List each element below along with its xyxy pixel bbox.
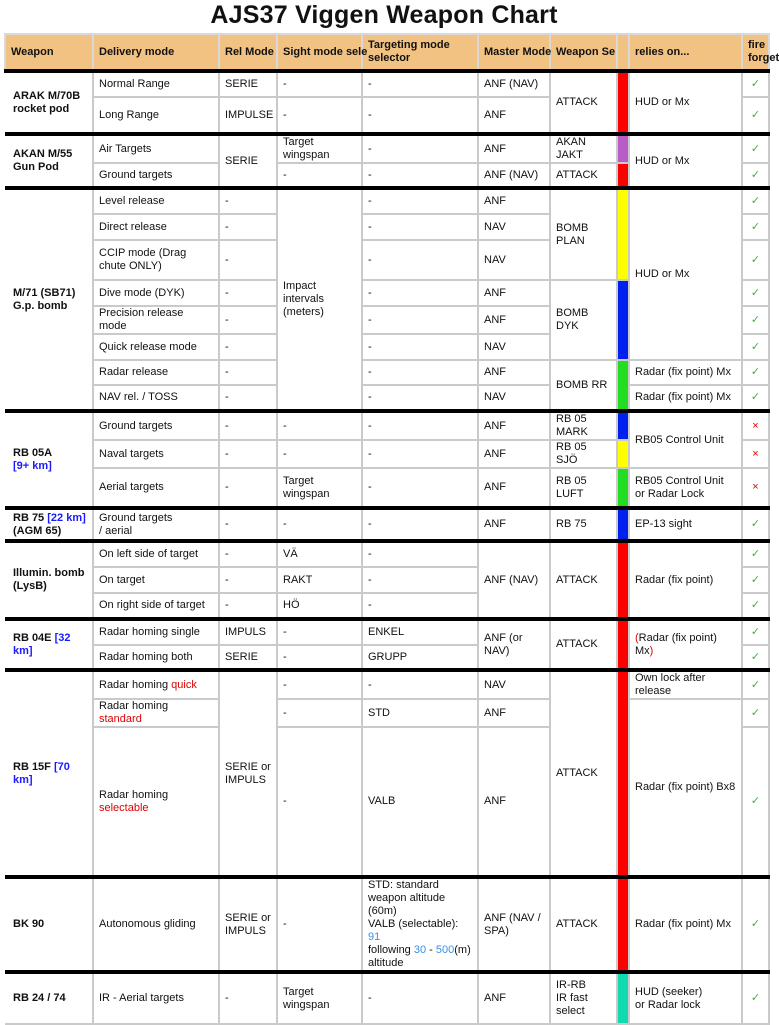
check-icon: ✓ (750, 599, 761, 611)
weapon-chart-table (4, 33, 779, 1025)
text-segment: 30 (413, 944, 427, 956)
wsel-cell: ATTACK (550, 163, 617, 188)
check-icon: ✓ (750, 518, 761, 530)
master-cell: ANF (478, 188, 550, 214)
text-segment: selectable (99, 801, 149, 814)
targeting-cell (362, 877, 478, 972)
targeting-cell: STD (362, 699, 478, 727)
rel-cell: - (219, 240, 277, 280)
delivery-cell (93, 699, 219, 727)
text-segment: (LysB) (13, 580, 47, 592)
fire-forget-cell (742, 972, 769, 1024)
master-cell: ANF (NAV) (478, 163, 550, 188)
header-relies-on: relies on... (629, 34, 742, 71)
sight-cell: - (277, 508, 362, 541)
text-segment: VALB (selectable): (368, 918, 459, 930)
relies-cell: Radar (fix point) Mx (629, 385, 742, 411)
text-segment: M/71 (SB71) (13, 286, 76, 299)
header-fire-forget: fire forget (742, 34, 769, 71)
text-segment: following (368, 944, 414, 956)
master-cell: ANF (NAV / SPA) (478, 877, 550, 972)
weapon-color-indicator (617, 541, 629, 619)
rel-cell: - (219, 567, 277, 593)
fire-forget-cell (742, 468, 769, 508)
rel-cell: - (219, 593, 277, 619)
text-segment: quick (171, 678, 197, 691)
text-segment: / aerial (99, 524, 133, 537)
targeting-cell: - (362, 360, 478, 385)
delivery-cell: Quick release mode (93, 334, 219, 360)
relies-cell: RB05 Control Unit or Radar Lock (629, 468, 742, 508)
rel-cell: IMPULSE (219, 97, 277, 134)
sight-cell: - (277, 411, 362, 440)
sight-cell: - (277, 619, 362, 645)
table-row (5, 134, 769, 163)
weapon-name: AKAN M/55 Gun Pod (5, 134, 93, 188)
table-row (5, 71, 769, 97)
sight-cell: - (277, 645, 362, 670)
rel-cell: - (219, 972, 277, 1024)
rel-cell: - (219, 214, 277, 240)
master-cell: ANF (478, 440, 550, 468)
table-row (5, 508, 769, 541)
text-segment: HUD (seeker) (635, 985, 703, 998)
delivery-cell (93, 727, 219, 877)
delivery-cell: Radar release (93, 360, 219, 385)
fire-forget-cell (742, 360, 769, 385)
fire-forget-cell (742, 440, 769, 468)
weapon-color-indicator (617, 877, 629, 972)
text-segment: IR-RB (556, 979, 586, 991)
master-cell: ANF (478, 306, 550, 334)
targeting-cell: - (362, 541, 478, 567)
table-row (5, 411, 769, 440)
targeting-cell: - (362, 508, 478, 541)
check-icon: ✓ (750, 142, 761, 155)
targeting-cell: - (362, 440, 478, 468)
delivery-cell: On target (93, 567, 219, 593)
wsel-cell: RB 75 (550, 508, 617, 541)
weapon-color-indicator (617, 619, 629, 670)
master-cell: ANF (478, 134, 550, 163)
rel-cell: - (219, 306, 277, 334)
delivery-cell: CCIP mode (Drag chute ONLY) (93, 240, 219, 280)
relies-cell: HUD or Mx (629, 71, 742, 134)
targeting-cell: - (362, 567, 478, 593)
rel-cell: - (219, 541, 277, 567)
fire-forget-cell (742, 593, 769, 619)
cross-icon: × (752, 419, 759, 432)
check-icon: ✓ (750, 573, 761, 586)
check-icon: ✓ (750, 650, 761, 663)
fire-forget-cell (742, 334, 769, 360)
fire-forget-cell (742, 411, 769, 440)
delivery-cell: Autonomous gliding (93, 877, 219, 972)
text-segment: RB 75 (13, 511, 48, 524)
master-cell: NAV (478, 670, 550, 699)
table-row (5, 670, 769, 699)
text-segment: or Radar lock (635, 998, 701, 1011)
weapon-color-indicator (617, 163, 629, 188)
header-master-mode: Master Mode (478, 34, 550, 71)
table-row (5, 972, 769, 1024)
delivery-cell: Precision release mode (93, 306, 219, 334)
weapon-color-indicator (617, 134, 629, 163)
delivery-cell: Long Range (93, 97, 219, 134)
check-icon: ✓ (750, 195, 761, 207)
table-row (5, 188, 769, 214)
fire-forget-cell (742, 306, 769, 334)
weapon-color-indicator (617, 71, 629, 134)
header-row (5, 34, 769, 71)
page-title: AJS37 Viggen Weapon Chart (210, 1, 558, 29)
check-icon: ✓ (750, 626, 761, 638)
master-cell: ANF (478, 508, 550, 541)
sight-cell: Target wingspan (277, 972, 362, 1024)
weapon-name (5, 508, 93, 541)
text-segment: [70 km] (13, 760, 70, 786)
sight-cell: - (277, 163, 362, 188)
fire-forget-cell (742, 71, 769, 97)
text-segment: RB 04E (13, 631, 55, 644)
text-segment: Radar homing (99, 788, 169, 801)
rel-cell: - (219, 334, 277, 360)
text-segment: standard (99, 713, 142, 725)
text-segment: Radar (fix point) Mx (635, 631, 717, 657)
text-segment: RB 05A (13, 446, 53, 459)
wsel-cell: AKAN JAKT (550, 134, 617, 163)
check-icon: ✓ (750, 548, 761, 560)
sight-cell: - (277, 97, 362, 134)
header-sight-mode: Sight mode sele (277, 34, 362, 71)
delivery-cell: Level release (93, 188, 219, 214)
targeting-cell: - (362, 334, 478, 360)
relies-cell (629, 619, 742, 670)
weapon-name (5, 670, 93, 877)
relies-cell: HUD or Mx (629, 134, 742, 188)
rel-cell: - (219, 385, 277, 411)
delivery-cell: Ground targets (93, 163, 219, 188)
delivery-cell: Dive mode (DYK) (93, 280, 219, 306)
relies-cell: Radar (fix point) Bx8 (629, 699, 742, 877)
weapon-name: ARAK M/70B rocket pod (5, 71, 93, 134)
header-weapon-select: Weapon Se (550, 34, 617, 71)
master-cell: ANF (NAV) (478, 71, 550, 97)
delivery-cell: Air Targets (93, 134, 219, 163)
sight-cell: VÄ (277, 541, 362, 567)
check-icon: ✓ (750, 706, 761, 719)
targeting-cell: - (362, 280, 478, 306)
header-targeting-mode: Targeting mode selector (362, 34, 478, 71)
weapon-name (5, 619, 93, 670)
targeting-cell: - (362, 385, 478, 411)
delivery-cell: Aerial targets (93, 468, 219, 508)
master-cell: ANF (478, 972, 550, 1024)
targeting-cell: - (362, 306, 478, 334)
fire-forget-cell (742, 508, 769, 541)
master-cell: NAV (478, 240, 550, 280)
weapon-color-indicator (617, 468, 629, 508)
delivery-cell: IR - Aerial targets (93, 972, 219, 1024)
fire-forget-cell (742, 214, 769, 240)
relies-cell: HUD or Mx (629, 188, 742, 360)
relies-cell: Radar (fix point) Mx (629, 877, 742, 972)
rel-cell: - (219, 508, 277, 541)
table-row (5, 619, 769, 645)
wsel-cell: BOMB PLAN (550, 188, 617, 280)
relies-cell (629, 972, 742, 1024)
master-cell: ANF (478, 411, 550, 440)
rel-cell: IMPULS (219, 619, 277, 645)
text-segment: [32 km] (13, 631, 71, 657)
sight-cell: - (277, 440, 362, 468)
check-icon: ✓ (750, 253, 761, 266)
text-segment: [9+ km] (13, 459, 52, 472)
wsel-cell (550, 972, 617, 1024)
fire-forget-cell (742, 385, 769, 411)
relies-cell: Radar (fix point) Mx (629, 360, 742, 385)
rel-cell: - (219, 411, 277, 440)
master-cell: NAV (478, 385, 550, 411)
header-weapon: Weapon (5, 34, 93, 71)
targeting-cell: - (362, 240, 478, 280)
text-segment: IR fast select (556, 992, 588, 1017)
sight-cell: RAKT (277, 567, 362, 593)
check-icon: ✓ (750, 220, 761, 233)
weapon-color-indicator (617, 360, 629, 411)
wsel-cell: RB 05 SJÖ (550, 440, 617, 468)
wsel-cell: ATTACK (550, 877, 617, 972)
text-segment: [22 km] (47, 511, 86, 524)
check-icon: ✓ (750, 78, 761, 90)
table-row (5, 360, 769, 385)
cross-icon: × (752, 481, 759, 493)
check-icon: ✓ (750, 918, 761, 930)
wsel-cell: ATTACK (550, 71, 617, 134)
text-segment: Ground targets (99, 511, 173, 524)
fire-forget-cell (742, 97, 769, 134)
fire-forget-cell (742, 188, 769, 214)
rel-cell: SERIE or IMPULS (219, 877, 277, 972)
fire-forget-cell (742, 727, 769, 877)
weapon-name: BK 90 (5, 877, 93, 972)
weapon-color-indicator (617, 670, 629, 877)
targeting-cell: - (362, 972, 478, 1024)
rel-cell: - (219, 360, 277, 385)
header-rel-mode: Rel Mode (219, 34, 277, 71)
targeting-cell: VALB (362, 727, 478, 877)
targeting-cell: - (362, 188, 478, 214)
weapon-color-indicator (617, 440, 629, 468)
wsel-cell: ATTACK (550, 541, 617, 619)
delivery-cell: NAV rel. / TOSS (93, 385, 219, 411)
weapon-name (5, 188, 93, 411)
wsel-cell: ATTACK (550, 619, 617, 670)
text-segment: (AGM 65) (13, 524, 62, 537)
table-row (5, 699, 769, 727)
fire-forget-cell (742, 163, 769, 188)
delivery-cell (93, 508, 219, 541)
header-delivery-mode: Delivery mode (93, 34, 219, 71)
master-cell: ANF (478, 280, 550, 306)
text-segment: 500 (435, 944, 455, 956)
master-cell: ANF (478, 360, 550, 385)
wsel-cell: RB 05 LUFT (550, 468, 617, 508)
check-icon: ✓ (750, 286, 761, 299)
relies-cell: EP-13 sight (629, 508, 742, 541)
master-cell: ANF (478, 468, 550, 508)
fire-forget-cell (742, 645, 769, 670)
weapon-name: RB 24 / 74 (5, 972, 93, 1024)
sight-cell: - (277, 877, 362, 972)
weapon-color-indicator (617, 972, 629, 1024)
check-icon: ✓ (750, 366, 761, 378)
header-color (617, 34, 629, 71)
check-icon: ✓ (750, 391, 761, 403)
weapon-name (5, 541, 93, 619)
targeting-cell: ENKEL (362, 619, 478, 645)
sight-cell: HÖ (277, 593, 362, 619)
wsel-cell: BOMB DYK (550, 280, 617, 360)
rel-cell: SERIE (219, 645, 277, 670)
targeting-cell: - (362, 71, 478, 97)
master-cell: ANF (478, 97, 550, 134)
targeting-cell: - (362, 163, 478, 188)
text-segment: 91 (368, 931, 381, 943)
wsel-cell: ATTACK (550, 670, 617, 877)
table-row (5, 468, 769, 508)
fire-forget-cell (742, 567, 769, 593)
text-segment: (m) altitude (368, 944, 471, 969)
sight-cell: - (277, 670, 362, 699)
delivery-cell (93, 670, 219, 699)
sight-cell: - (277, 71, 362, 97)
sight-cell: - (277, 699, 362, 727)
targeting-cell: GRUPP (362, 645, 478, 670)
check-icon: ✓ (750, 678, 761, 691)
sight-cell: Target wingspan (277, 134, 362, 163)
fire-forget-cell (742, 619, 769, 645)
rel-cell: SERIE (219, 71, 277, 97)
relies-cell: RB05 Control Unit (629, 411, 742, 468)
master-cell: ANF (478, 699, 550, 727)
text-segment: ( (635, 631, 639, 644)
master-cell: ANF (or NAV) (478, 619, 550, 670)
rel-cell: - (219, 280, 277, 306)
rel-cell: - (219, 440, 277, 468)
table-row (5, 541, 769, 567)
master-cell: ANF (NAV) (478, 541, 550, 619)
table-row (5, 877, 769, 972)
wsel-cell: BOMB RR (550, 360, 617, 411)
delivery-cell: On left side of target (93, 541, 219, 567)
targeting-cell: - (362, 593, 478, 619)
delivery-cell: Ground targets (93, 411, 219, 440)
text-segment: Radar homing (99, 678, 172, 691)
check-icon: ✓ (750, 795, 761, 807)
delivery-cell: Naval targets (93, 440, 219, 468)
weapon-color-indicator (617, 280, 629, 360)
wsel-cell: RB 05 MARK (550, 411, 617, 440)
text-segment: RB 15F (13, 760, 54, 773)
text-segment: ) (649, 644, 654, 657)
targeting-cell: - (362, 97, 478, 134)
weapon-name (5, 411, 93, 508)
text-segment: G.p. bomb (13, 299, 68, 312)
relies-cell: Own lock after release (629, 670, 742, 699)
delivery-cell: Radar homing single (93, 619, 219, 645)
relies-cell: Radar (fix point) (629, 541, 742, 619)
delivery-cell: Normal Range (93, 71, 219, 97)
weapon-color-indicator (617, 188, 629, 280)
sight-cell: Target wingspan (277, 468, 362, 508)
check-icon: ✓ (750, 340, 761, 353)
targeting-cell: - (362, 214, 478, 240)
weapon-color-indicator (617, 508, 629, 541)
fire-forget-cell (742, 877, 769, 972)
table-row (5, 385, 769, 411)
targeting-cell: - (362, 670, 478, 699)
master-cell: ANF (478, 727, 550, 877)
rel-cell: - (219, 468, 277, 508)
targeting-cell: - (362, 468, 478, 508)
fire-forget-cell (742, 699, 769, 727)
check-icon: ✓ (750, 108, 761, 121)
sight-cell: Impact intervals (meters) (277, 188, 362, 411)
text-segment: Illumin. bomb (13, 567, 85, 579)
rel-cell: SERIE or IMPULS (219, 670, 277, 877)
cross-icon: × (752, 447, 759, 460)
weapon-color-indicator (617, 411, 629, 440)
master-cell: NAV (478, 214, 550, 240)
delivery-cell: On right side of target (93, 593, 219, 619)
fire-forget-cell (742, 134, 769, 163)
check-icon: ✓ (750, 313, 761, 326)
text-segment: Radar homing (99, 700, 169, 712)
delivery-cell: Radar homing both (93, 645, 219, 670)
targeting-cell: - (362, 134, 478, 163)
rel-cell: - (219, 188, 277, 214)
fire-forget-cell (742, 541, 769, 567)
master-cell: NAV (478, 334, 550, 360)
sight-cell: - (277, 727, 362, 877)
text-segment: - (426, 944, 436, 956)
targeting-cell: - (362, 411, 478, 440)
delivery-cell: Direct release (93, 214, 219, 240)
rel-cell: SERIE (219, 134, 277, 188)
check-icon: ✓ (750, 168, 761, 181)
fire-forget-cell (742, 280, 769, 306)
fire-forget-cell (742, 240, 769, 280)
fire-forget-cell (742, 670, 769, 699)
check-icon: ✓ (750, 992, 761, 1004)
text-segment: STD: standard weapon altitude (60m) (368, 879, 446, 917)
